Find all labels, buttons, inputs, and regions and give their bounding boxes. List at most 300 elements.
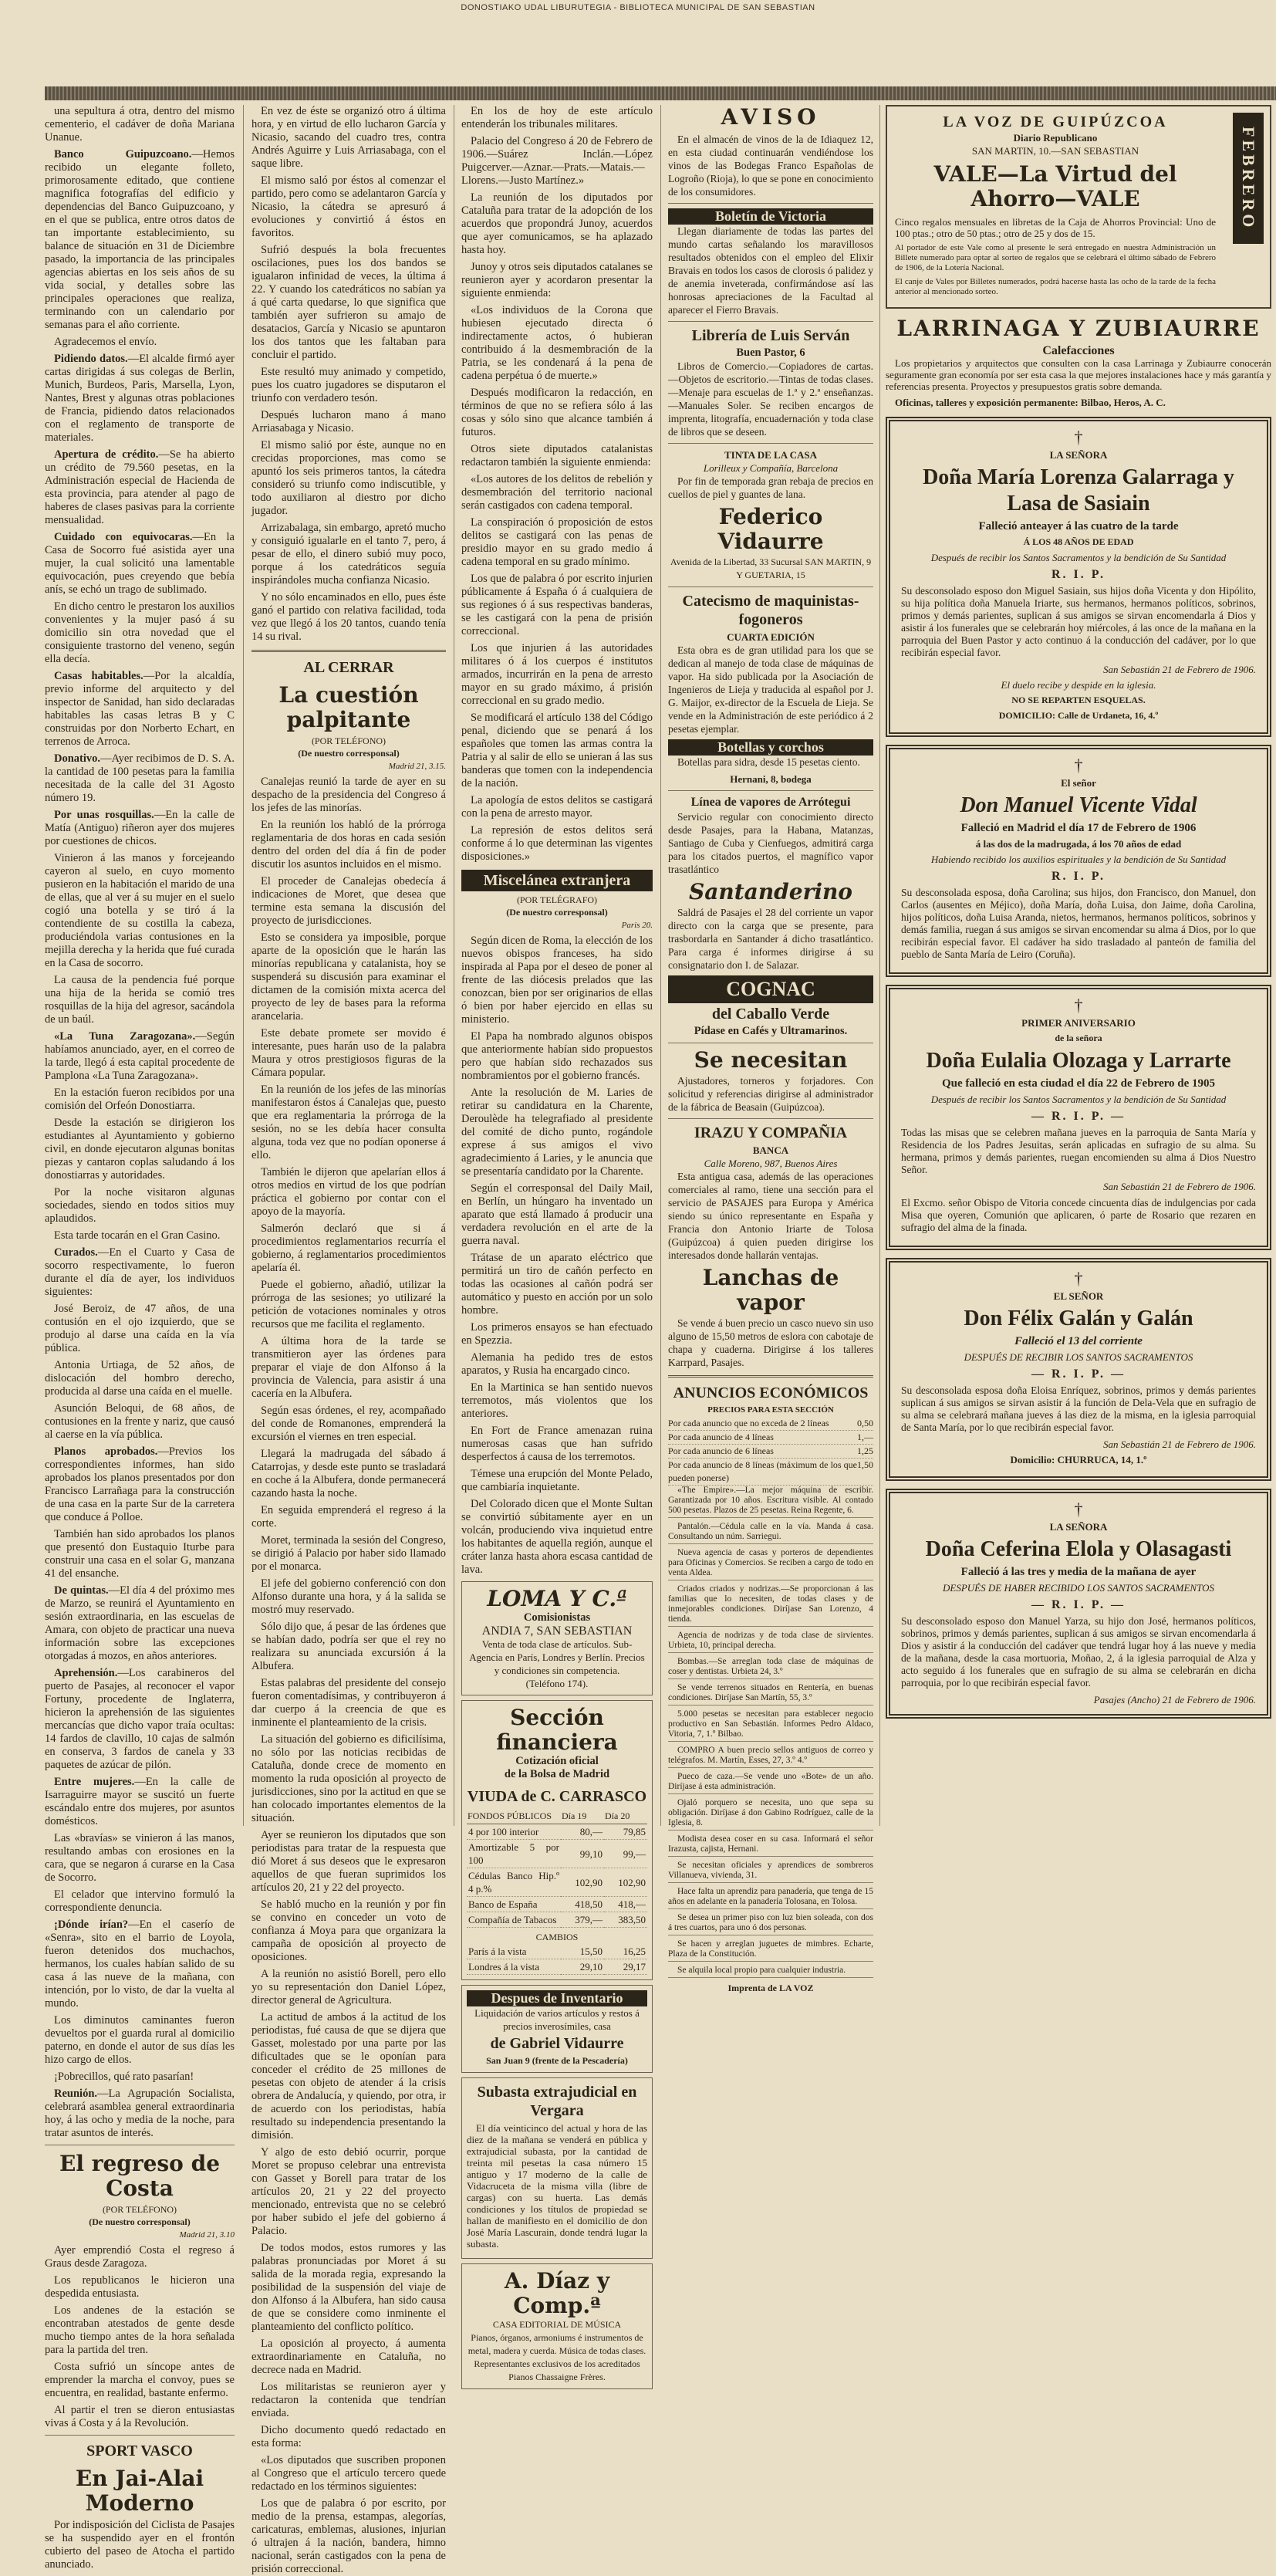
obit-rip: R. I. P. [1051, 870, 1106, 883]
larrinaga-text: Los propietarios y arquitectos que consulten con la casa Larrinaga y Zubiaurre conocerán seguramente gran economía por ser esta casa la que mejores instalaciones hace y más garantía y referencias presenta. Proyectos y presupuestos gratis sobre demanda. [886, 357, 1271, 392]
news-item [45, 1087, 235, 1113]
al-cerrar-heading: AL CERRAR [303, 659, 394, 676]
fondos-row [467, 1912, 647, 1928]
table-cell: 102,90 [604, 1868, 647, 1897]
cuestion-paragraph: Y algo de esto debió ocurrir, porque Moret se propuso celebrar una entrevista con Gasset y Borell para tratar de los artículos 20, 21 y 22 del proyecto mencionado, entrevista que no se celebró por haber subido el jefe del gobierno á Palacio. [251, 2146, 446, 2237]
cuestion-paragraph: A última hora de la tarde se transmitieron ayer las órdenes para preparar el viaje de don Alfonso á la provincia de Valencia, para asistir á una cacería en la Albufera. [251, 1335, 446, 1400]
necesitan-title: Se necesitan [694, 1047, 848, 1073]
price-value: 0,50 [857, 1418, 873, 1428]
news-item [45, 1832, 235, 1885]
inventario-text: Liquidación de varios artículos y restos á precios inverosímiles, casa [474, 2007, 640, 2032]
lanchas-text: Se vende á buen precio un casco nuevo sin uso alguno de 15,50 metros de eslora con cabotaje de chapa y cuaderna. Dirigirse á los talleres Karrpard, Pasajes. [668, 1317, 873, 1368]
column-divider [660, 105, 661, 1826]
news-item-lead: Pidiendo datos. [54, 353, 128, 365]
cuestion-sub: (POR TELÉFONO) [311, 735, 387, 746]
table-cell: París á la vista [467, 1944, 561, 1959]
obituary-olozaga [886, 985, 1271, 1250]
boletin-title: Boletín de Victoria [668, 208, 873, 225]
fondos-row [467, 1897, 647, 1912]
politica-paragraph: Después modificaron la redacción, en términos de que no se refiera sólo á las cosas y sólo sino que alcance también á futuros. [461, 387, 653, 438]
fondos-row [467, 1824, 647, 1840]
financiera-title: Sección financiera [496, 1705, 618, 1755]
diaz-ad [461, 2263, 653, 2389]
obituary-galan [886, 1258, 1271, 1481]
news-item-text: —Los carabineros del puerto de Pasajes, al reconocer el vapor Fortuny, procedente de Inglaterra, hicieron la aprehensión de las siguientes mercancías que dicho vapor traía ocultas: 14 fardos de clavillo, 10 cajas de salmón en conserva, 3 fardos de canela y 33 paquetes de azúcar de pilón. [45, 1667, 235, 1771]
santanderino-text: Saldrá de Pasajes el 28 del corriente un vapor directo con la carga que se presente, para trasbordarla en Santander á dicho trasatlántico. Para carga é informes dirigirse á su consignatario don I. de Salazar. [668, 907, 873, 971]
price-row [668, 1417, 873, 1431]
cuestion-date: Madrid 21, 3.15. [388, 762, 446, 771]
inventario-name: de Gabriel Vidaurre [490, 2035, 624, 2052]
news-item-text: Los diminutos caminantes fueron devueltos por el guarda rural al domicilio paterno, en donde el autor de sus días les hizo cargo de ellos. [45, 2014, 235, 2066]
cuestion-paragraph: Los que de palabra ó por escrito, por medio de la prensa, estampas, alegorías, caricaturas, emblemas, alusiones, injurian ó ultrajen á la nación, bandera, himno nacional, serán castigados con la pena de prisión correccional. [251, 2497, 446, 2575]
loma-name: LOMA Y C.ª [487, 1586, 627, 1611]
obit-note: NO SE REPARTEN ESQUELAS. [1011, 695, 1146, 705]
libreria-addr: Buen Pastor, 6 [736, 347, 805, 359]
cuestion-paragraph: El jefe del gobierno conferenció con don Alfonso durante una hora, y á la salida se mostró muy reservado. [251, 1577, 446, 1616]
anuncios-prices [668, 1417, 873, 1486]
table-cell: 102,90 [561, 1868, 604, 1897]
news-item-lead: «La Tuna Zaragozana». [54, 1030, 196, 1043]
news-item [45, 1776, 235, 1828]
classified-ad: Modista desea coser en su casa. Informará el señor Irazusta, cajista, Hernani. [668, 1834, 873, 1857]
table-cell: 29,17 [604, 1959, 647, 1975]
classified-ad: Se alquila local propio para cualquier industria. [668, 1966, 873, 1978]
obit-age: Á LOS 48 AÑOS DE EDAD [1023, 536, 1134, 547]
classified-ad: Se necesitan oficiales y aprendices de sombreros Villanueva, vivienda, 31. [668, 1861, 873, 1883]
news-item [45, 148, 235, 332]
obit-note: El Excmo. señor Obispo de Vitoria concede cincuenta días de indulgencias por cada Misa que oyeren, Comunión que aplicaren, ó parte de Rosario que rezaren en sufragio del alma de la finada. [901, 1197, 1256, 1233]
obit-body: Todas las misas que se celebren mañana jueves en la parroquia de Santa María y Residencia de los Padres Jesuitas, serán aplicadas en sufragio de su alma. Su hermana, primos y demás parientes, ruegan encomienden su alma á Dios Nuestro Señor. [901, 1127, 1256, 1175]
regreso-paragraph: Al partir el tren se dieron entusiastas vivas á Costa y á la Revolución. [45, 2404, 235, 2429]
libreria-text: Libros de Comercio.—Copiadores de cartas.—Objetos de escritorio.—Tintas de todas clases.—Menaje para escuelas de 1.ª y 2.ª enseñanzas.—Manuales Soler. Se reciben encargos de imprenta, litografía, encuadernación y toda clase de libros que se deseen. [668, 360, 873, 438]
miscelanea-paragraph: Trátase de un aparato eléctrico que permitirá un tiro de cañón perfecto en todas las ocasiones al cañón podrá ser automático y puesto en acción por un solo hombre. [461, 1252, 653, 1317]
inventario-ad [461, 1985, 653, 2073]
irazu-title: IRAZU Y COMPAÑIA [694, 1124, 848, 1141]
table-cell: 383,50 [604, 1912, 647, 1928]
classified-ad: Se hacen y arreglan juguetes de mimbres. Echarte, Plaza de la Constitución. [668, 1939, 873, 1962]
obit-label: LA SEÑORA [1049, 449, 1108, 461]
news-item-lead: Planos aprobados. [54, 1445, 158, 1458]
diaz-sub: CASA EDITORIAL DE MÚSICA [492, 2319, 622, 2330]
larrinaga-ad [886, 316, 1271, 409]
classified-ad: 5.000 pesetas se necesitan para establecer negocio productivo en San Sebastián. Informes Pedro Aldaco, Vitoria, 7, 1.º Bilbao. [668, 1709, 873, 1742]
regreso-paragraph: Los andenes de la estación se encontraban atestados de gente desde mucho tiempo antes de la hora señalada para la partida del tren. [45, 2304, 235, 2356]
miscelanea-paragraph: En la Martinica se han sentido nuevos terremotos, más violentos que los anteriores. [461, 1381, 653, 1420]
news-item-text: —En la calle de Isarraguirre mayor se suscitó un fuerte escándalo entre dos mujeres, por asuntos domésticos. [45, 1776, 235, 1827]
table-cell: 80,— [561, 1824, 604, 1840]
price-value: 1,50 [857, 1459, 873, 1470]
obit-age: á las dos de la madrugada, á los 70 años de edad [975, 838, 1182, 850]
cross-icon: † [1074, 1499, 1083, 1519]
obit-sacraments: Después de recibir los Santos Sacramentos y la bendición de Su Santidad [930, 552, 1227, 563]
obit-date: San Sebastián 21 de Febrero de 1906. [1103, 1181, 1256, 1192]
news-item-text: El celador que intervino formuló la correspondiente denuncia. [45, 1888, 235, 1914]
news-item [45, 1667, 235, 1772]
news-item-text: —Hemos recibido un elegante folleto, primorosamente editado, que contiene magnifica fotografías del edificio y dependencias del Banco Guipuzcoano, y en el que se publica, entre otros datos de tan importante establecimiento, su balance de situación en 31 de Diciembre pasado, la importancia de las principales agencias abiertas en los seis años de su vida social, y detalles sobre las principales operaciones que realiza, terminando con un calendario por semanas para el año corriente. [45, 148, 235, 331]
news-item-text: —En el Cuarto y Casa de socorro respectivamente, lo fueron durante el día de ayer, los individuos siguientes: [45, 1246, 235, 1298]
cuestion-paragraph: A la reunión no asistió Borell, pero ello yo su representación don Daniel López, director general de Agricultura. [251, 1968, 446, 2006]
news-item-text: En dicho centro le prestaron los auxilios convenientes y la mujer pasó á su domicilio sin otra novedad que el consiguiente trastorno del veneno, según ella decía. [45, 600, 235, 665]
miscelanea-title: Miscelánea extranjera [461, 870, 653, 891]
inventario-addr: San Juan 9 (frente de la Pescadería) [486, 2055, 628, 2066]
table-cell: Londres á la vista [467, 1959, 561, 1975]
miscelanea-paragraph: Ante la resolución de M. Laries de retirar su candidatura en la Charente, Deroulède ha telegrafiado al presidente del comité de dicho punto, rogándole exprese á sus amigos el vivo agradecimiento á Laries, y le anuncia que se presentaría candidato por la Charente. [461, 1087, 653, 1178]
cuestion-sub2: (De nuestro corresponsal) [298, 748, 400, 759]
santanderino-title: Santanderino [689, 879, 852, 904]
loma-text: Venta de toda clase de artículos. Sub-Agencia en París, Londres y Berlín. Precios y condiciones sin competencia. [469, 1638, 645, 1676]
cuestion-paragraph: Moret, terminada la sesión del Congreso, se dirigió á Palacio por haber sido llamado por el monarca. [251, 1534, 446, 1573]
intro-paragraph: una sepultura á otra, dentro del mismo cementerio, el cadáver de doña Mariana Unanue. [45, 105, 235, 144]
politica-paragraph: La represión de estos delitos será conforme á lo que determinan las vigentes disposiciones.» [461, 824, 653, 863]
miscelanea-sub: (POR TELÉGRAFO) [516, 894, 598, 905]
news-item [45, 1918, 235, 2010]
news-item-text: —Se ha abierto un crédito de 79.560 pesetas, en la Administración especial de Hacienda de esta provincia, para atender al pago de haberes de clases pasivas para la corriente mensualidad. [45, 448, 235, 526]
tinta-title: TINTA DE LA CASA [724, 449, 818, 461]
linea-text: Servicio regular con conocimiento directo desde Pasajes, para la Habana, Matanzas, Santiago de Cuba y Cienfuegos, admitirá carga para los citados puertos, el magnífico vapor trasatlántico [668, 811, 873, 875]
miscelanea-paragraph: Los primeros ensayos se han efectuado en Spezzia. [461, 1321, 653, 1347]
classified-ad: «The Empire».—La mejor máquina de escribir. Garantizada por 10 años. Escritura visible. Al contado 500 pesetas. Plazos de 25 pesetas. Reina Regente, 6. [668, 1486, 873, 1518]
pelota-paragraph: El mismo saló por éstos al comenzar el partido, pero como se adelantaron García y Nicasio, la cátedra se apresuró á evoluciones y convirtió á éstos en favoritos. [251, 174, 446, 239]
catecismo-sub: CUARTA EDICIÓN [727, 631, 815, 643]
price-row [668, 1431, 873, 1445]
obit-label: PRIMER ANIVERSARIO [1021, 1017, 1136, 1029]
news-item-lead: Por unas rosquillas. [54, 809, 154, 821]
cuestion-paragraph: Salmerón declaró que si á procedimientos reglamentarios recurría el gobierno, á reglamentarios procedimientos apelaría él. [251, 1222, 446, 1274]
irazu-addr: Calle Moreno, 987, Buenos Aires [704, 1158, 838, 1169]
obit-sacraments: DESPUÉS DE HABER RECIBIDO LOS SANTOS SACRAMENTOS [943, 1582, 1214, 1594]
anuncios-list [668, 1486, 873, 1978]
catecismo-text: Esta obra es de gran utilidad para los que se dedican al manejo de toda clase de máquinas de vapor. Ha sido publicada por la Asociación de Ingenieros de Lieja y traducida al español por J. G. Maijor, ex-director de la Escuela de Lieja. Se vende en la Administración de este periódico á 2 pesetas ejemplar. [668, 644, 873, 735]
libreria-title: Librería de Luis Serván [691, 327, 850, 344]
diaz-name: A. Díaz y Comp.ª [504, 2268, 610, 2318]
news-item [45, 1445, 235, 1524]
politica-paragraph: Los que de palabra ó por escrito injurien públicamente á España ó á cualquiera de sus regiones ó á sus respectivas banderas, se les castigará con la pena de prisión correccional. [461, 573, 653, 637]
news-item [45, 974, 235, 1026]
politica-paragraph: Palacio del Congreso á 20 de Febrero de 1906.—Suárez Inclán.—López Puigcerver.—Aznar.—Prats.—Matais.—Llorens.—Justo Martínez.» [461, 135, 653, 187]
table-cell: 79,85 [604, 1824, 647, 1840]
classified-ad: Bombas.—Se arreglan toda clase de máquinas de coser y dentistas. Urbieta 24, 3.º [668, 1657, 873, 1679]
loma-ad [461, 1581, 653, 1695]
cuestion-paragraph: Puede el gobierno, añadió, utilizar la prórroga de las sesiones; yo utilizaré la petición de votaciones nominales y otros recursos que me facilita el reglamento. [251, 1279, 446, 1330]
cuestion-paragraph: La situación del gobierno es dificilísima, no sólo por las noticias recibidas de Cataluña, donde crece de momento en momento la ruda oposición al proyecto de jurisdicciones, sino por la actitud en que se han colocado importantes elementos de la situación. [251, 1733, 446, 1824]
column-divider [243, 105, 244, 1826]
cuestion-paragraph: Llegará la madrugada del sábado á Catarrojas, y desde este punto se trasladará en coche á la Albufera, donde permanecerá cazando hasta la noche. [251, 1448, 446, 1499]
sport-text: Por indisposición del Ciclista de Pasajes se ha suspendido ayer en el frontón cubierto del paseo de Atocha el partido anunciado. [45, 2519, 235, 2571]
price-label: Por cada anuncio de 8 líneas (máximum de los que pueden ponerse) [668, 1459, 857, 1483]
regreso-body [45, 2244, 235, 2430]
column-2 [251, 105, 446, 2575]
newspaper-page [45, 104, 1271, 2575]
news-item-text: También han sido aprobados los planos que presentó don Eustaquio Iturbe para construir una casa en el solar G, manzana 41 del ensanche. [45, 1528, 235, 1580]
miscelanea-body [461, 935, 653, 1577]
news-item-text: —Ayer recibimos de D. S. A. la cantidad de 100 pesetas para la familia necesitada de la calle del 31 Agosto número 19. [45, 752, 235, 804]
price-row [668, 1445, 873, 1459]
vale-text: Cinco regalos mensuales en libretas de la Caja de Ahorros Provincial: Uno de 100 ptas.; otro de 50 ptas.; otro de 25 y dos de 15. [895, 216, 1216, 239]
miscelanea-paragraph: El Papa ha nombrado algunos obispos que anteriormente habían sido propuestos pero que habían sido rechazados sus nombramientos por el gobierno francés. [461, 1030, 653, 1082]
vale-heading: VALE—La Virtud del Ahorro—VALE [933, 161, 1177, 211]
cuestion-paragraph: Canalejas reunió la tarde de ayer en su despacho de la presidencia del Congreso á los jefes de las minorías. [251, 776, 446, 814]
miscelanea-paragraph: Según dicen de Roma, la elección de los nuevos obispos franceses, ha sido inspirada al Papa por el deseo de poner al frente de las diócesis prelados que las conozcan, bien por ser originarios de ellas ó bien por haber ejercido en ellas su ministerio. [461, 935, 653, 1026]
miscelanea-date: Paris 20. [621, 921, 653, 930]
obit-line: Falleció á las tres y media de la mañana de ayer [960, 1566, 1197, 1578]
miscelanea-paragraph: Del Colorado dicen que el Monte Sultan se convirtió súbitamente ayer en un volcán, produciendo viva inquietud entre los habitantes de aquella región, aunque el cráter lanza hasta ahora escasa cantidad de lava. [461, 1498, 653, 1576]
obit-name: Doña Eulalia Olozaga y Larrarte [926, 1049, 1231, 1073]
cuestion-paragraph: En la reunión de los jefes de las minorías manifestaron éstos á Canalejas que, puesto que era reglamentaria la prórroga de la sesión, no se les debía hacer consulta alguna, toda vez que no podían oponerse á ello. [251, 1083, 446, 1161]
cuestion-paragraph: Ayer se reunieron los diputados que son periodistas para tratar de la respuesta que dió Moret á sus deseos que le expresaron aquellos de que fueran suprimidos los artículos 20, 21 y 22 del proyecto. [251, 1829, 446, 1894]
vidaurre-addr: Avenida de la Libertad, 33 Sucursal SAN MARTIN, 9 Y GUETARIA, 15 [670, 556, 872, 580]
cross-icon: † [1074, 756, 1083, 775]
news-item [45, 752, 235, 805]
obit-name: Doña Ceferina Elola y Olasagasti [925, 1537, 1232, 1561]
politica-paragraph: Los que injurien á las autoridades militares ó á los cuerpos é institutos armados, incurrirán en la pena de arresto mayor en su grado máximo, á prisión correccional en su grado medio. [461, 642, 653, 707]
cuestion-paragraph: Sólo dijo que, á pesar de las órdenes que se habían dado, podría ser que el rey no realizara su anunciada excursión á la Albufera. [251, 1621, 446, 1672]
botellas-text: Botellas para sidra, desde 15 pesetas ciento. [677, 756, 860, 768]
cuestion-paragraph: Dicho documento quedó redactado en esta forma: [251, 2424, 446, 2449]
politica-body [461, 105, 653, 864]
news-item [45, 1246, 235, 1299]
news-item-lead: Cuidado con equivocaras. [54, 531, 193, 543]
miscelanea-paragraph: Según el corresponsal del Daily Mail, en Berlín, un húngaro ha inventado un aparato que está llamado á producir una verdadera revolución en el arte de la guerra naval. [461, 1182, 653, 1247]
classified-ad: Pantalón.—Cédula calle en la vía. Manda á casa. Consultando un núm. Sarriegui. [668, 1522, 873, 1544]
linea-title: Línea de vapores de Arrótegui [690, 796, 851, 809]
news-item [45, 353, 235, 445]
larrinaga-addr: Oficinas, talleres y exposición permanente: Bilbao, Heros, A. C. [895, 397, 1166, 408]
miscelanea-paragraph: En Fort de France amenazan ruina numerosas casas que han sufrido desperfectos á causa de los terremotos. [461, 1425, 653, 1463]
loma-tel: (Teléfono 174). [525, 1678, 589, 1689]
news-item-text: —En la calle de Matía (Antiguo) riñeron ayer dos mujeres por cuestiones de chicos. [45, 809, 235, 847]
politica-paragraph: En los de hoy de este artículo entenderán los tribunales militares. [461, 105, 653, 130]
cuestion-paragraph: Estas palabras del presidente del consejo fueron comentadísimas, y contribuyeron á dar cuerpo á la creencia de que es inminente el planteamiento de la crisis. [251, 1677, 446, 1729]
cross-icon: † [1074, 1269, 1083, 1288]
loma-addr: ANDIA 7, SAN SEBASTIAN [481, 1624, 633, 1638]
news-item-text: —El día 4 del próximo mes de Marzo, se reunirá el Ayuntamiento en sesión extraordinaria, en las escuelas de Amara, con objeto de practicar una nueva información sobre las excepciones otorgadas á mozos, en años anteriores. [45, 1584, 235, 1662]
fondos-table [467, 1809, 647, 1928]
fondos-header-cell: Día 20 [604, 1809, 647, 1824]
obit-label: El señor [1061, 777, 1096, 789]
cognac-title: COGNAC [668, 975, 873, 1003]
column-4 [668, 104, 873, 1993]
news-item-lead: Entre mujeres. [54, 1776, 135, 1788]
fondos-header-cell: FONDOS PÚBLICOS [467, 1809, 561, 1824]
news-item-lead: Donativo. [54, 752, 101, 765]
larrinaga-sub: Calefacciones [1042, 344, 1115, 357]
tinta-text: Por fin de temporada gran rebaja de precios en cuellos de piel y guantes de lana. [668, 475, 873, 500]
classified-ad: Se vende terrenos situados en Rentería, en buenas condiciones. Diríjase San Martín, 55, 3.º [668, 1683, 873, 1706]
cuestion-body [251, 776, 446, 2576]
news-item [45, 336, 235, 349]
news-item-text: Por la noche visitaron algunas sociedades, siendo en todos sitios muy aplaudidos. [45, 1186, 235, 1225]
news-item [45, 1402, 235, 1442]
obit-name: Don Félix Galán y Galán [964, 1307, 1193, 1330]
price-value: 1,25 [857, 1445, 873, 1456]
classified-ad: Criados criados y nodrizas.—Se proporcionan á las familias que lo necesiten, de todas clases y de inmejorables condiciones. Diríjase San Lorenzo, 4 tienda. [668, 1584, 873, 1627]
news-item-lead: ¡Dónde irían? [54, 1918, 129, 1931]
cuestion-paragraph: Esto se considera ya imposible, porque aparte de la oposición que le harán las minorías republicana y catalanista, hoy se suspenderá su discusión para examinar el dictamen de la comisión mixta acerca del proyecto de ley de bases para la reforma arancelaria. [251, 931, 446, 1023]
diaz-text: Pianos, órganos, armoniums é instrumentos de metal, madera y cuerda. Música de todas clases. Representantes exclusivos de los acreditados Pianos Chassaigne Frères. [468, 2332, 646, 2382]
obit-label2: de la señora [1055, 1033, 1102, 1043]
politica-paragraph: «Los individuos de la Corona que hubiesen ejecutado directa ó indirectamente actos, ó hubieran contribuido á la desmembración de la Patria, se les condenará á la pena de cadena perpétua ó de muerte.» [461, 304, 653, 382]
irazu-text: Esta antigua casa, además de las operaciones comerciales al ramo, tiene una sección para el servicio de PASAJES para Europa y América siendo su único representante en España y Francia don Antonio Iriarte de Tolosa (Guipúzcoa) á quien pueden dirigirse los interesados donde hallarán ventajas. [668, 1171, 873, 1261]
politica-paragraph: La reunión de los diputados por Cataluña para tratar de la adopción de los acuerdos que propondrá Junoy, acuerdos que ayer comunicamos, se ha aplazado hasta hoy. [461, 191, 653, 256]
la-voz-addr: SAN MARTIN, 10.—SAN SEBASTIAN [971, 145, 1139, 157]
obit-line: Falleció en Madrid el día 17 de Febrero de 1906 [960, 822, 1197, 834]
obit-body: Su desconsolado esposo don Miguel Sasiain, sus hijos doña Vicenta y don Hipólito, su hija política doña Manuela Iriarte, sus hermanos, hermanos políticos, sobrinos, primos y demás parientes, suplican á sus amigos se sirvan encomendarla á Dios y asistir á los funerales que se celebrarán hoy miércoles, á las once de la mañana en la parroquia del Buen Pastor y acto continuo á la conducción del cadáver, por lo que recibirán especial favor. [901, 585, 1256, 658]
news-item-lead: Curados. [54, 1246, 98, 1259]
news-item [45, 1229, 235, 1242]
table-cell: Amortizable 5 por 100 [467, 1840, 561, 1868]
obit-sacraments: Después de recibir los Santos Sacramentos y la bendición de Su Santidad [930, 1094, 1227, 1105]
fondos-header-cell: Día 19 [561, 1809, 604, 1824]
news-item-text: —La Agrupación Socialista, celebrará asamblea general extraordinaria hoy, á las ocho y media de la noche, para tratar asuntos de interés. [45, 2088, 235, 2139]
news-items [45, 148, 235, 2140]
table-cell: 418,50 [561, 1897, 604, 1912]
obit-rip: — R. I. P. — [1031, 1367, 1126, 1381]
botellas-addr: Hernani, 8, bodega [730, 773, 812, 785]
obit-name: Doña María Lorenza Galarraga y Lasa de Sasiain [923, 465, 1234, 516]
table-cell: 99,— [604, 1840, 647, 1868]
cambios-row [467, 1944, 647, 1959]
news-item-lead: Aprehensión. [54, 1667, 118, 1679]
vale-note: Al portador de este Vale como al presente le será entregado en nuestra Administración un Billete numerado para optar al sorteo de regalos que se celebrará el último sábado de Febrero de 1906, de la Lotería Nacional. [895, 243, 1216, 272]
news-item [45, 1584, 235, 1663]
news-item-lead: De quintas. [54, 1584, 109, 1597]
miscelanea-paragraph: Témese una erupción del Monte Pelado, que cambiaría inquietante. [461, 1468, 653, 1493]
classified-ad: Ojaló porquero se necesita, uno que sepa su obligación. Diríjase á don Gabino Rodríguez, calle de la Iglesia, 8. [668, 1798, 873, 1831]
table-cell: Banco de España [467, 1897, 561, 1912]
news-item [45, 1186, 235, 1225]
pelota-paragraph: Y no sólo encaminados en ello, pues éste ganó el partido con relativa facilidad, toda vez que llegó á los 20 tantos, cuando tenía 14 su rival. [251, 591, 446, 643]
news-item-text: ¡Pobrecillos, qué rato pasarían! [54, 2071, 194, 2083]
news-item [45, 670, 235, 749]
news-item-text: —Previos los correspondientes informes, han sido aprobados los planos presentados por don Francisco Larrañaga para la construcción de una casa en la parte Sur de la carretera que conduce á Polloe. [45, 1445, 235, 1523]
politica-paragraph: Se modificará el artículo 138 del Código penal, diciendo que se penará á los españoles que tomen las armas contra la Patria y al salir de ello se unieran á las sus banderas que tomen con la independencia de la nación. [461, 712, 653, 789]
obit-line: Que falleció en esta ciudad el día 22 de Febrero de 1905 [941, 1077, 1215, 1090]
regreso-date: Madrid 21, 3.10 [179, 2230, 235, 2240]
inventario-title: Despues de Inventario [467, 1990, 647, 2006]
cuestion-paragraph: También le dijeron que apelarían ellos á otros medios en virtud de los que podrían práctica el gobierno por contar con el apoyo de la mayoría. [251, 1166, 446, 1218]
cuestion-paragraph: La actitud de ambos á la actitud de los periodistas, fué causa de que se dijera que Gasset, molestado por una parte por las dificultades que se le oponían para conceder el crédito de 25 millones de pesetas con objeto de atender á la crisis obrera de Andalucía, y quiendo, por otra, ir de acuerdo con los periodistas, había resultado su independencia presentando la dimisión. [251, 2011, 446, 2142]
column-5 [886, 105, 1271, 1826]
news-item-text: José Beroiz, de 47 años, de una contusión en el ojo izquierdo, que se produjo al darse una caída en la vía pública. [45, 1303, 235, 1354]
table-cell: Cédulas Banco Hip.º 4 p.% [467, 1868, 561, 1897]
obit-date: San Sebastián 21 de Febrero de 1906. [1103, 664, 1256, 675]
classified-ad: COMPRO A buen precio sellos antiguos de correo y telégrafos. M. Martín, Esses, 27, 3.º 4.º [668, 1746, 873, 1768]
price-value: 1,— [857, 1432, 873, 1442]
tinta-sub: Lorilleux y Compañía, Barcelona [703, 462, 839, 474]
cuestion-paragraph: Este debate promete ser movido é interesante, pues harán uso de la palabra Maura y otros prestigiosos figuras de la Cámara popular. [251, 1027, 446, 1079]
financiera-cot2: de la Bolsa de Madrid [504, 1768, 610, 1780]
obituary-vidal [886, 745, 1271, 977]
news-item [45, 809, 235, 848]
cuestion-paragraph: Los militaristas se reunieron ayer y redactaron la contenida que tendrían enviada. [251, 2381, 446, 2419]
column-3 [461, 105, 653, 2382]
obit-body: Su desconsolada esposa doña Eloisa Enríquez, sobrinos, primos y demás parientes suplican á sus amigos se sirvan asistir á la función de Dela-Vela que en sufragio de su alma se celebrará mañana jueves á las diez de la misma, en la iglesia parroquial de Santa María, por lo que recibirán especial favor. [901, 1384, 1256, 1433]
obit-duelo: El duelo recibe y despide en la iglesia. [1001, 679, 1156, 691]
financiera-box [461, 1700, 653, 1980]
classified-ad: Nueva agencia de casas y porteros de dependientes para Oficinas y Comercios. Se reciben a cargo de todo en venta Aldea. [668, 1548, 873, 1580]
obit-line: Falleció anteayer á las cuatro de la tarde [978, 520, 1179, 532]
subasta-text: El día veinticinco del actual y hora de las diez de la mañana se venderá en pública y extrajudicial subasta, por la cantidad de treinta mil pesetas la casa número 15 antiguo y 17 moderno de la calle de Vidacruceta de la misma villa (libre de cargas) con su huerta. Las demás condiciones y los títulos de propiedad se hallan de manifiesto en el domicilio de don José María Lascurain, donde tendrá lugar la subasta. [467, 2122, 647, 2250]
news-item-text: —Según habíamos anunciado, ayer, en el correo de la tarde, llegó á esta capital procedente de Pamplona «La Tuna Zaragozana». [45, 1030, 235, 1082]
news-item-lead: Casas habitables. [54, 670, 143, 682]
news-item-text: Desde la estación se dirigieron los estudiantes al Ayuntamiento y gobierno civil, en donde ejecutaron algunas bonitas piezas y cantaron coplas saludando á los donostiarras y autoridades. [45, 1117, 235, 1182]
sport-title: SPORT VASCO [86, 2442, 193, 2459]
obit-date: San Sebastián 21 de Febrero de 1906. [1103, 1438, 1256, 1450]
news-item [45, 600, 235, 666]
obit-body: Su desconsolada esposa, doña Carolina; sus hijos, don Francisco, don Manuel, don Carlos (ausentes en Méjico), doña María, doña Luisa, don Jaime, doña Carolina, hijos políticos, doña Luisa Aranda, nietos, hermanos, hermanos políticos, sobrinos y demás familia, ruegan á sus amigos se sirvan encomendar su alma á Dios, por lo que recibirán especial favor. El cadáver ha sido trasladado al panteón de familia del pueblo de Santa María de Leiro (Coruña). [901, 887, 1256, 960]
news-item-text: La causa de la pendencia fué porque una hija de la herida se comió tres rosquillas de la hija del agresor, sacándola de un baúl. [45, 974, 235, 1026]
news-item-text: Asunción Beloqui, de 68 años, de contusiones en la frente y nariz, que causó al caerse en la vía pública. [45, 1402, 235, 1441]
news-item-lead: Reunión. [54, 2088, 98, 2100]
la-voz-sub: Diario Republicano [1013, 132, 1098, 144]
news-item-text: Las «bravías» se vinieron á las manos, resultando ambas con erosiones en la cara, que se negaron á curarse en la Casa de Socorro. [45, 1832, 235, 1884]
table-cell: 418,— [604, 1897, 647, 1912]
classified-ad: Pueco de caza.—Se vende uno «Bote» de un año. Diríjase á esta administración. [668, 1772, 873, 1794]
cambios-row [467, 1959, 647, 1975]
irazu-sub: BANCA [752, 1144, 789, 1156]
cuestion-title: La cuestión palpitante [278, 682, 419, 732]
price-label: Por cada anuncio de 6 líneas [668, 1445, 774, 1456]
price-label: Por cada anuncio que no exceda de 2 líneas [668, 1418, 829, 1428]
fondos-row [467, 1840, 647, 1868]
news-item [45, 1030, 235, 1083]
cuestion-paragraph: El proceder de Canalejas obedecía á indicaciones de Moret, que desea que termine esta semana la discusión del proyecto de jurisdicciones. [251, 875, 446, 927]
cambios-table [467, 1944, 647, 1975]
table-cell: 99,10 [561, 1840, 604, 1868]
regreso-paragraph: Los republicanos le hicieron una despedida entusiasta. [45, 2274, 235, 2300]
regreso-title: El regreso de Costa [59, 2151, 221, 2201]
cuestion-paragraph: Se habló mucho en la reunión y por fin se convino en conceder un voto de confianza á Moya para que organizara la campaña de oposición al proyecto de oposiciones. [251, 1898, 446, 1963]
financiera-vda: VIUDA de C. CARRASCO [467, 1788, 647, 1805]
obit-addr: Domicilio: CHURRUCA, 14, 1.º [1010, 1454, 1147, 1465]
politica-paragraph: Otros siete diputados catalanistas redactaron también la siguiente enmienda: [461, 443, 653, 468]
news-item-text: —El alcalde firmó ayer cartas dirigidas á sus colegas de Berlin, Munich, Burdeos, Paris, Marsella, Lyon, Nantes, Brest y algunas otras poblaciones de Francia, pidiendo datos relacionados con el reglamento de transporte de materiales. [45, 353, 235, 444]
politica-paragraph: La conspiración ó proposición de estos delitos se castigará con las penas de presidio mayor en su grado medio á cadena temporal en su grado mínimo. [461, 516, 653, 568]
vidaurre-title: Federico Vidaurre [717, 504, 824, 554]
boletin-text: Llegan diariamente de todas las partes del mundo cartas señalando los maravillosos resultados obtenidos con el empleo del Elixir Bravais en todos los casos de clorosis ó palidez y de anemia inveterada, confirmándose así las honrosas apreciaciones de la Facultad al aparecer el Fierro Bravais. [668, 225, 873, 316]
classified-ad: Agencia de nodrizas y de toda clase de sirvientes. Urbieta, 10, principal derecha. [668, 1631, 873, 1653]
politica-paragraph: La apología de estos delitos se castigará con la pena de arresto mayor. [461, 794, 653, 820]
obit-label: EL SEÑOR [1053, 1290, 1104, 1302]
news-item [45, 852, 235, 970]
news-item [45, 1888, 235, 1915]
miscelanea-paragraph: Alemania ha pedido tres de estos aparatos, y Rusia ha encargado cinco. [461, 1351, 653, 1377]
financiera-cot: Cotización oficial [515, 1755, 599, 1767]
aviso-title: AVISO [721, 104, 821, 130]
news-item [45, 1117, 235, 1182]
vale-note2: El canje de Vales por Billetes numerados, podrá hacerse hasta las ocho de la tarde de la fecha anterior al mencionado sorteo. [895, 277, 1216, 296]
news-item-text: Vinieron á las manos y forcejeando cayeron al suelo, en cuyo momento pusieron en la habitación el marido de una de ellas, que al ver á su mujer en el suelo cogió una botella y se tiró á la contendiente de su costilla la cabeza, produciéndola varias contusiones en la mejilla derecha y la herida que fué curada en la Casa de socorro. [45, 852, 235, 969]
table-cell: 29,10 [561, 1959, 604, 1975]
obit-rip: — R. I. P. — [1031, 1598, 1126, 1611]
obituary-elola [886, 1489, 1271, 1719]
obit-date: Pasajes (Ancho) 21 de Febrero de 1906. [1093, 1694, 1256, 1706]
table-cell: 15,50 [561, 1944, 604, 1959]
news-item [45, 1303, 235, 1355]
imprenta-footer: Imprenta de LA VOZ [727, 1983, 814, 1993]
pelota-paragraph: Arrizabalaga, sin embargo, apretó mucho y consiguió igualarle en el tanto 7, pero, á pesar de ello, el dinero subió muy poco, porque á los catedráticos seguía inspirándoles mucha confianza Nicasio. [251, 522, 446, 587]
regreso-sub2: (De nuestro corresponsal) [89, 2216, 191, 2227]
column-divider [879, 105, 880, 1826]
table-cell: Compañía de Tabacos [467, 1912, 561, 1928]
news-item [45, 2071, 235, 2084]
obituary-galarraga [886, 417, 1271, 737]
cuestion-paragraph: La oposición al proyecto, á aumenta extraordinariamente en Cataluña, no decrece nada en Madrid. [251, 2338, 446, 2376]
cuestion-paragraph: «Los diputados que suscriben proponen al Congreso que el artículo tercero quede redactado en los términos siguientes: [251, 2454, 446, 2493]
obit-rip: — R. I. P. — [1031, 1110, 1126, 1123]
cuestion-paragraph: En seguida emprenderá el regreso á la corte. [251, 1504, 446, 1530]
table-cell: 4 por 100 interior [467, 1824, 561, 1840]
